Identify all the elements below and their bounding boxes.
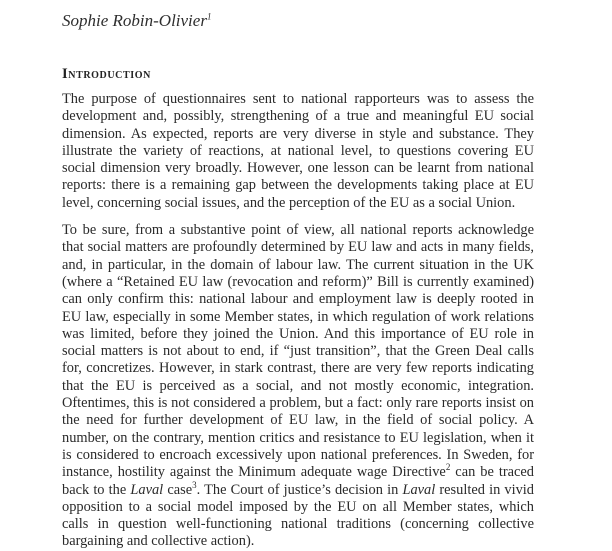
author-name: Sophie Robin-Olivier <box>62 11 207 30</box>
text-segment: . The Court of justice’s decision in <box>196 481 403 498</box>
text-segment: case <box>163 481 193 498</box>
text-segment: To be sure, from a substantive point of view, all national reports acknowledge that social matters are profoundly determined by EU law and acts in many fields, and, in particular, in the domain of labour law. The current situation in the UK (where a “Retained EU law (revocation and reform)” Bill is currently examined) can only confirm this: national labour and employment law is deeply rooted in EU law, especially in some Member states, in which regulation of work relations was limited, before they joined the Union. And this importance of EU role in social matters is not about to end, if “just transition”, that the Green Deal calls for, concretizes. However, in stark contrast, there are very few reports indicating that the EU is perceived as a social, and not mostly economic, integration. Oftentimes, this is not considered a problem, but a fact: only rare reports insist on the need for further development of EU law, in the field of social policy. A number, on the contrary, mention critics and resistance to EU legislation, when it is considered to encroach excessively upon national preferences. In Sweden, for instance, hostility against the Minimum adequate wage Directive <box>62 222 534 481</box>
author-footnote-marker: 1 <box>206 11 212 22</box>
paragraph-1 <box>62 91 534 212</box>
footnote-marker: 3 <box>192 479 197 490</box>
text-segment: resulted in vivid opposition to a social model imposed by the EU on all Member states, which calls in question well-functioning national traditions (concerning collective bargaining and collective action). <box>62 481 534 550</box>
text-segment: Laval <box>402 481 436 498</box>
footnote-marker: 2 <box>445 462 451 473</box>
paragraph-2 <box>62 222 534 551</box>
author-line <box>62 10 534 32</box>
text-segment: The purpose of questionnaires sent to national rapporteurs was to assess the development and, possibly, strengthening of a true and meaningful EU social dimension. As expected, reports are very diverse in style and substance. They illustrate the variety of reactions, at national level, to questions covering EU social dimension very broadly. However, one lesson can be learnt from national reports: there is a remaining gap between the developments taking place at EU level, concerning social issues, and the perception of the EU as a social Union. <box>62 91 534 211</box>
text-segment: Laval <box>130 481 164 498</box>
text-segment: can be traced back to the <box>62 464 534 498</box>
section-heading: Introduction <box>62 66 151 82</box>
